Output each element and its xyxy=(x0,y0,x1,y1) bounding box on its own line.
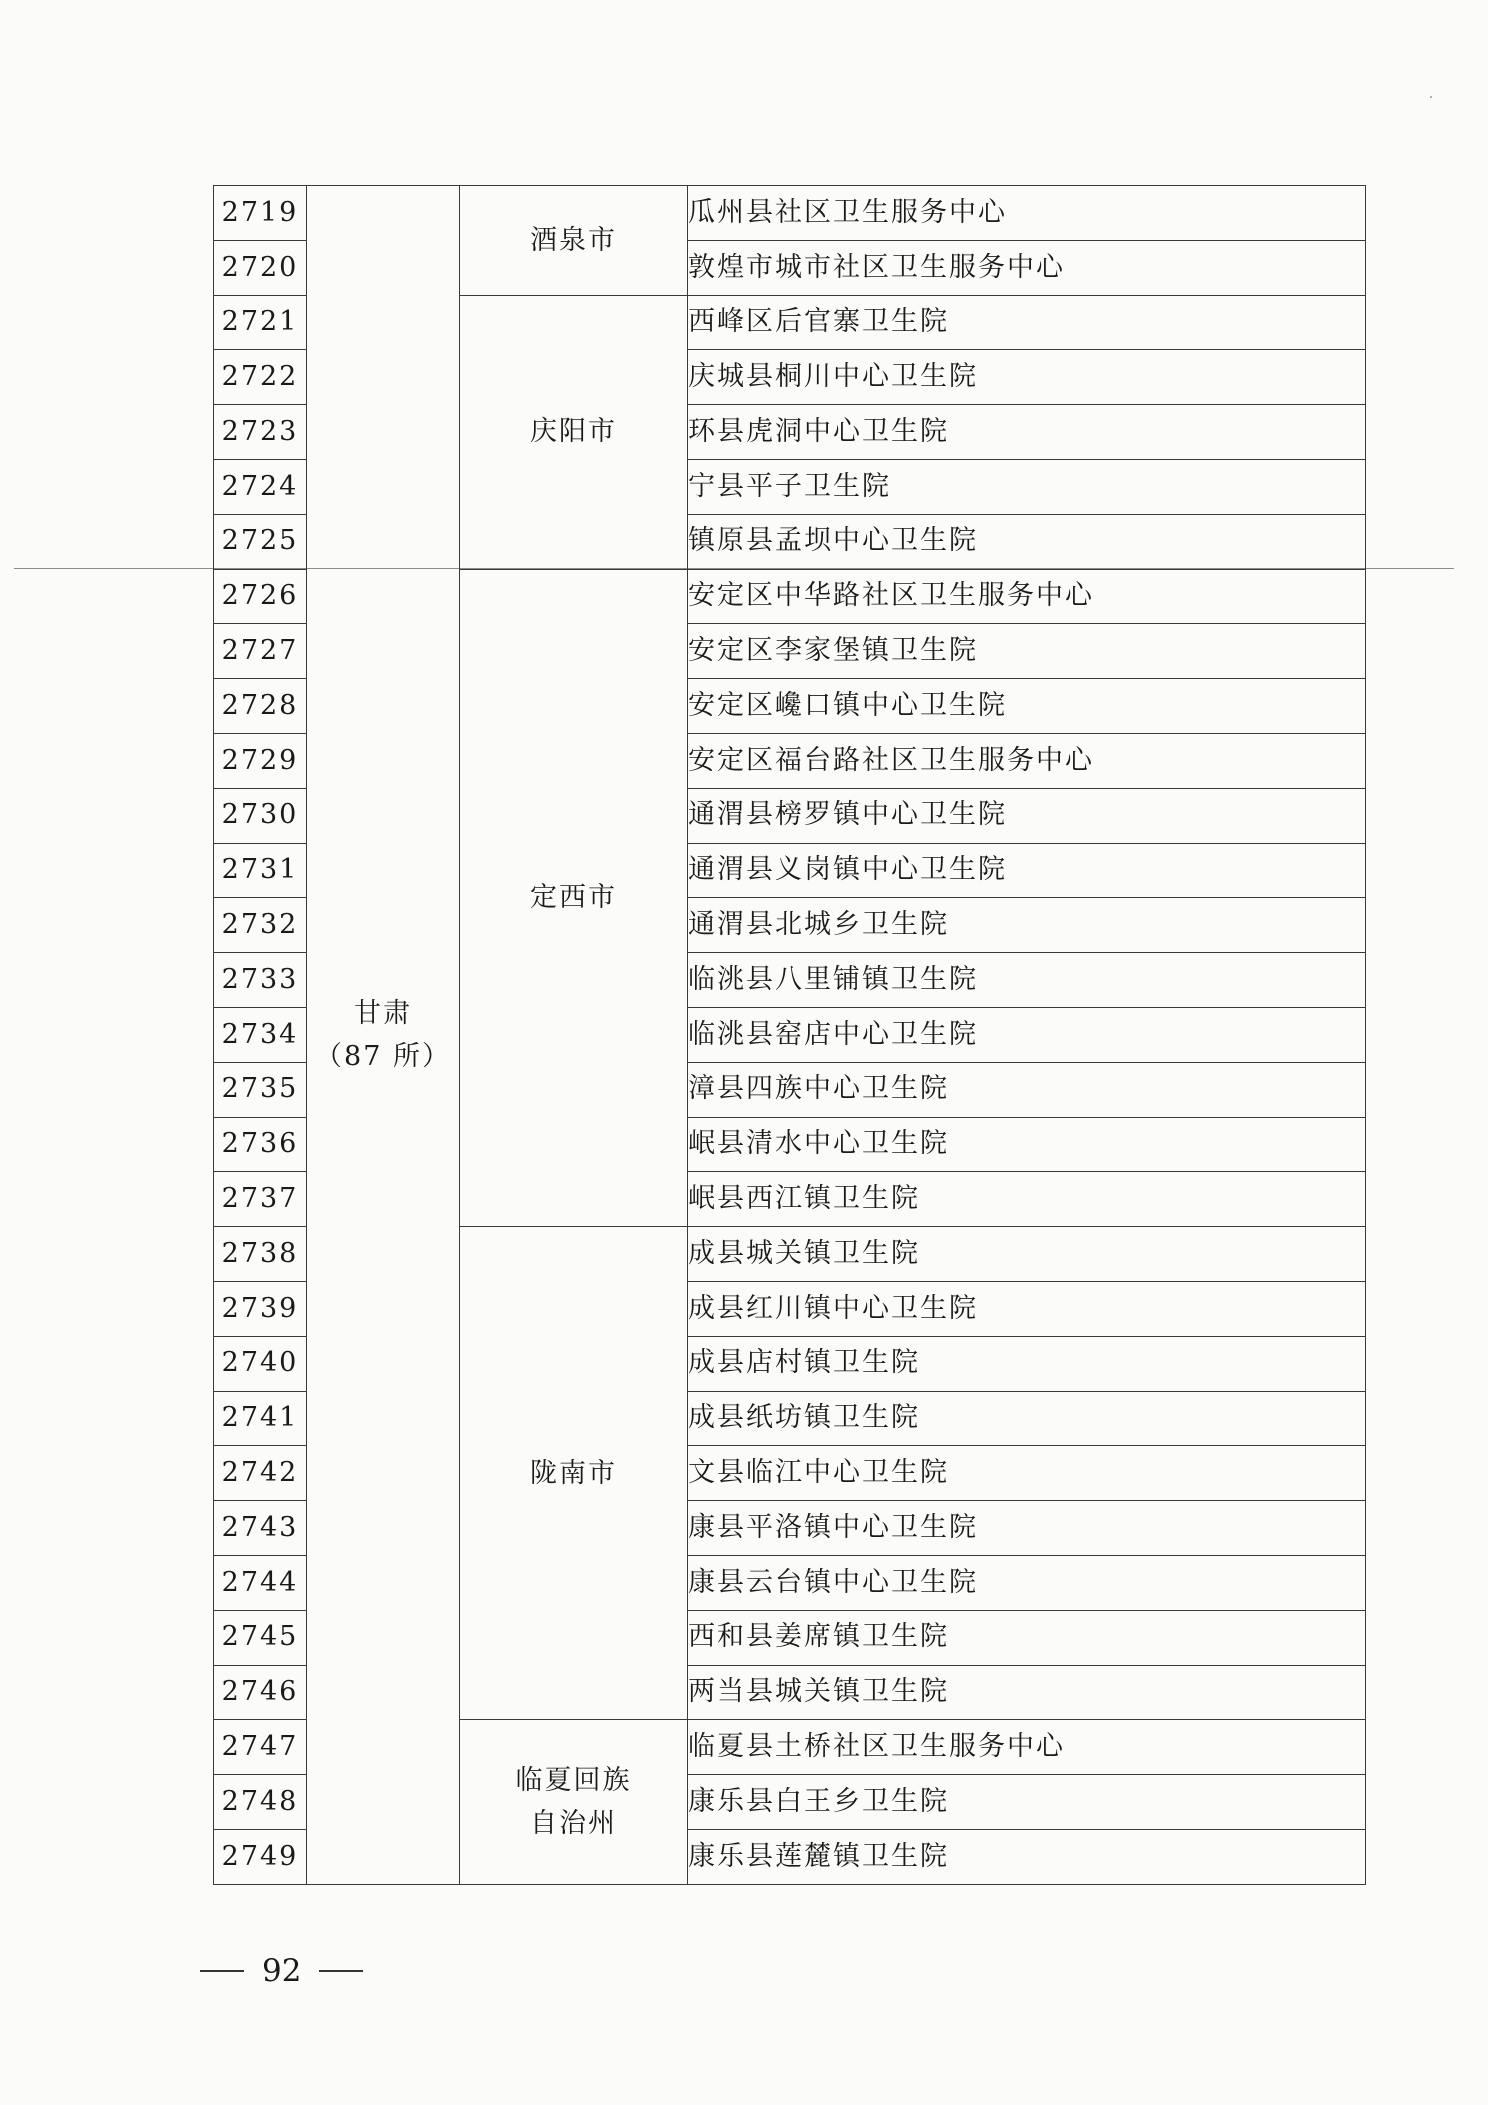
institution-name: 通渭县榜罗镇中心卫生院 xyxy=(688,788,1366,843)
row-number: 2719 xyxy=(214,186,307,241)
institution-name: 西峰区后官寨卫生院 xyxy=(688,295,1366,350)
institution-name: 环县虎洞中心卫生院 xyxy=(688,405,1366,460)
institution-name: 岷县西江镇卫生院 xyxy=(688,1172,1366,1227)
city-name: 酒泉市 xyxy=(530,224,617,256)
row-number: 2745 xyxy=(214,1610,307,1665)
row-number: 2741 xyxy=(214,1391,307,1446)
institution-name: 瓜州县社区卫生服务中心 xyxy=(688,186,1366,241)
city-cell xyxy=(460,295,688,569)
province-name: 甘肃 xyxy=(354,997,412,1029)
row-number: 2749 xyxy=(214,1829,307,1884)
city-name-line: 临夏回族 xyxy=(515,1764,632,1796)
page-footer xyxy=(200,1953,363,1989)
institution-name: 安定区福台路社区卫生服务中心 xyxy=(688,733,1366,788)
institution-name: 镇原县孟坝中心卫生院 xyxy=(688,514,1366,569)
institution-name: 康县平洛镇中心卫生院 xyxy=(688,1501,1366,1556)
row-number: 2729 xyxy=(214,733,307,788)
city-cell xyxy=(460,569,688,1227)
institution-name: 成县红川镇中心卫生院 xyxy=(688,1281,1366,1336)
row-number: 2731 xyxy=(214,843,307,898)
institution-name: 文县临江中心卫生院 xyxy=(688,1446,1366,1501)
institution-name: 通渭县义岗镇中心卫生院 xyxy=(688,843,1366,898)
page-number: 92 xyxy=(262,1953,302,1989)
institution-name: 成县纸坊镇卫生院 xyxy=(688,1391,1366,1446)
row-number: 2727 xyxy=(214,624,307,679)
institution-name: 康县云台镇中心卫生院 xyxy=(688,1555,1366,1610)
row-number: 2736 xyxy=(214,1117,307,1172)
row-number: 2730 xyxy=(214,788,307,843)
row-number: 2723 xyxy=(214,405,307,460)
row-number: 2738 xyxy=(214,1227,307,1282)
institution-name: 临洮县八里铺镇卫生院 xyxy=(688,953,1366,1008)
city-name-line: 自治州 xyxy=(530,1808,617,1839)
row-number: 2721 xyxy=(214,295,307,350)
institution-name: 庆城县桐川中心卫生院 xyxy=(688,350,1366,405)
row-number: 2726 xyxy=(214,569,307,624)
institution-name: 宁县平子卫生院 xyxy=(688,459,1366,514)
institution-name: 安定区中华路社区卫生服务中心 xyxy=(688,569,1366,624)
city-name: 庆阳市 xyxy=(530,416,617,448)
row-number: 2733 xyxy=(214,953,307,1008)
footer-dash-left xyxy=(200,1970,244,1972)
province-cell xyxy=(307,186,460,1885)
row-number: 2737 xyxy=(214,1172,307,1227)
institution-name: 临夏县土桥社区卫生服务中心 xyxy=(688,1720,1366,1775)
province-count: （87 所） xyxy=(315,1040,451,1072)
institution-name: 康乐县白王乡卫生院 xyxy=(688,1775,1366,1830)
institution-name: 两当县城关镇卫生院 xyxy=(688,1665,1366,1720)
city-name: 定西市 xyxy=(530,882,617,914)
row-number: 2744 xyxy=(214,1555,307,1610)
institution-name: 安定区李家堡镇卫生院 xyxy=(688,624,1366,679)
row-number: 2739 xyxy=(214,1281,307,1336)
city-cell xyxy=(460,1227,688,1720)
institution-name: 漳县四族中心卫生院 xyxy=(688,1062,1366,1117)
scan-speck xyxy=(1430,96,1432,98)
institution-name: 敦煌市城市社区卫生服务中心 xyxy=(688,240,1366,295)
institution-name: 成县城关镇卫生院 xyxy=(688,1227,1366,1282)
table-body xyxy=(214,186,1366,1885)
row-number: 2740 xyxy=(214,1336,307,1391)
institution-name: 临洮县窑店中心卫生院 xyxy=(688,1007,1366,1062)
institution-name: 成县店村镇卫生院 xyxy=(688,1336,1366,1391)
institution-name: 安定区巉口镇中心卫生院 xyxy=(688,679,1366,734)
institution-name: 西和县姜席镇卫生院 xyxy=(688,1610,1366,1665)
institution-name: 通渭县北城乡卫生院 xyxy=(688,898,1366,953)
row-number: 2743 xyxy=(214,1501,307,1556)
institution-name: 康乐县莲麓镇卫生院 xyxy=(688,1829,1366,1884)
city-cell xyxy=(460,1720,688,1884)
row-number: 2724 xyxy=(214,459,307,514)
row-number: 2735 xyxy=(214,1062,307,1117)
city-cell xyxy=(460,186,688,296)
row-number: 2728 xyxy=(214,679,307,734)
row-number: 2748 xyxy=(214,1775,307,1830)
institution-table xyxy=(213,185,1366,1885)
row-number: 2742 xyxy=(214,1446,307,1501)
row-number: 2720 xyxy=(214,240,307,295)
row-number: 2732 xyxy=(214,898,307,953)
city-name: 陇南市 xyxy=(530,1457,617,1489)
footer-dash-right xyxy=(319,1970,363,1972)
row-number: 2746 xyxy=(214,1665,307,1720)
row-number: 2747 xyxy=(214,1720,307,1775)
row-number: 2725 xyxy=(214,514,307,569)
institution-name: 岷县清水中心卫生院 xyxy=(688,1117,1366,1172)
row-number: 2722 xyxy=(214,350,307,405)
row-number: 2734 xyxy=(214,1007,307,1062)
table-row xyxy=(214,186,1366,241)
